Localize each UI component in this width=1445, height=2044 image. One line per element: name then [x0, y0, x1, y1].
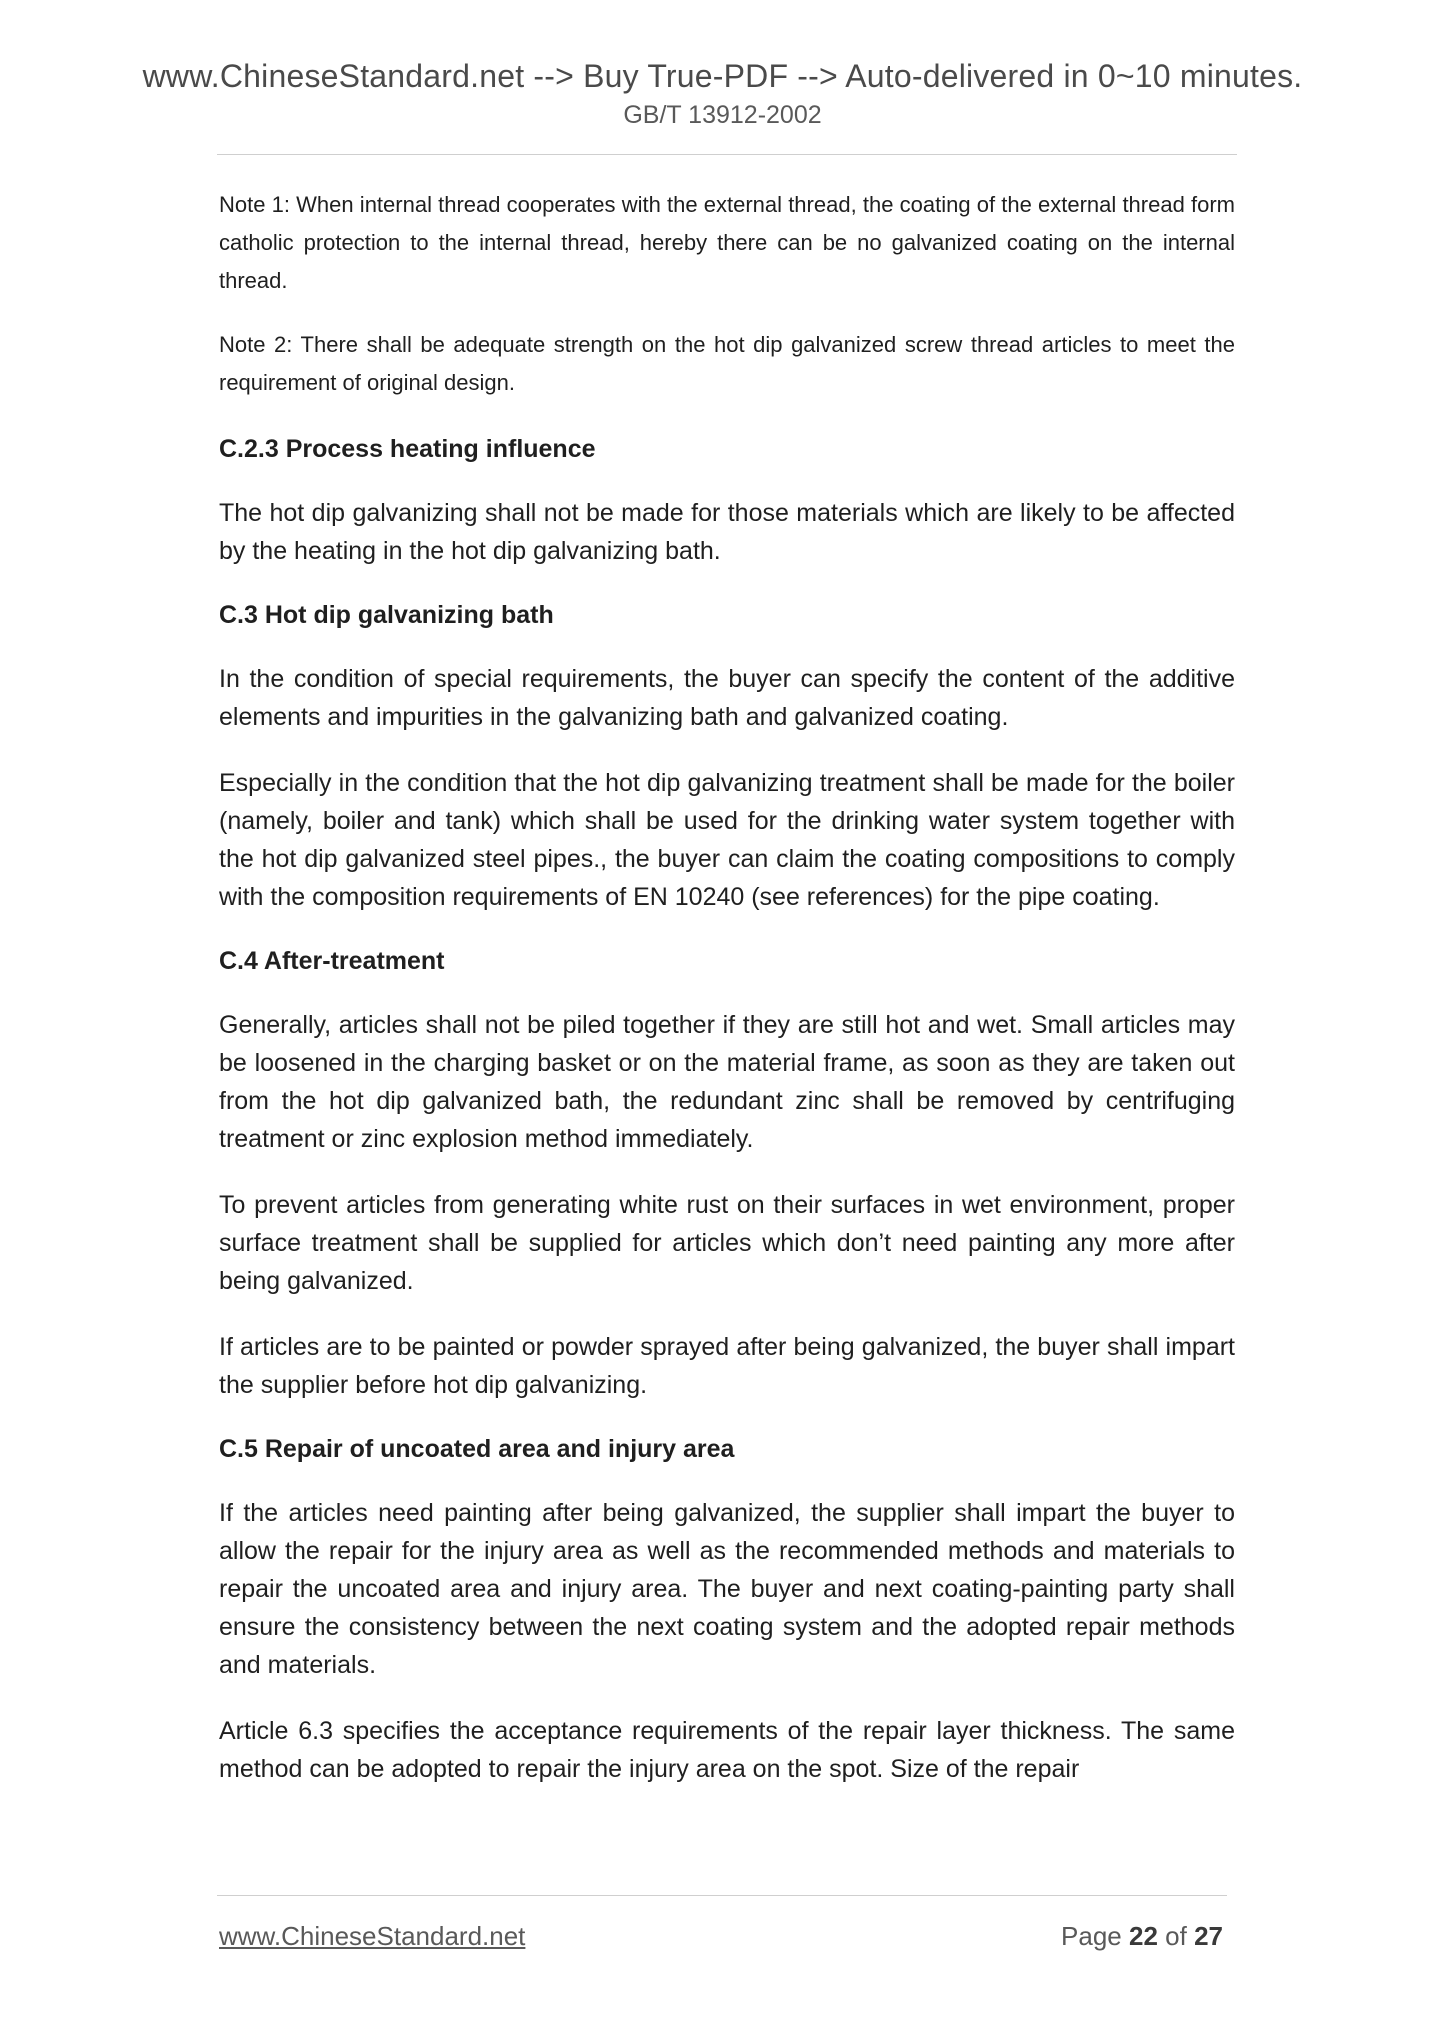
paragraph-c23-1: The hot dip galvanizing shall not be made for those materials which are likely to be affected by the heating in the hot dip galvanizing bath. [219, 499, 1235, 565]
note-2: Note 2: There shall be adequate strength on the hot dip galvanized screw thread articles to meet the requirement of original design. [219, 332, 1235, 395]
page-header [0, 56, 1445, 132]
page-of: of [1165, 1921, 1187, 1951]
page-footer [219, 1916, 1223, 1956]
page-body [219, 186, 1235, 1816]
heading-c4: C.4 After-treatment [219, 947, 445, 975]
paragraph-c4-3: If articles are to be painted or powder sprayed after being galvanized, the buyer shall impart the supplier before hot dip galvanizing. [219, 1333, 1235, 1399]
page-current: 22 [1129, 1921, 1158, 1951]
page-word: Page [1061, 1921, 1122, 1951]
page-number [1061, 1916, 1223, 1956]
paragraph-c3-2: Especially in the condition that the hot dip galvanizing treatment shall be made for the boiler (namely, boiler and tank) which shall be used for the drinking water system together with the hot dip galvanized steel pipes., the buyer can claim the coating compositions to comply with the composition requirements of EN 10240 (see references) for the pipe coating. [219, 769, 1235, 911]
heading-c23: C.2.3 Process heating influence [219, 435, 596, 463]
paragraph-c5-1: If the articles need painting after being galvanized, the supplier shall impart the buyer to allow the repair for the injury area as well as the recommended methods and materials to repair the uncoated area and injury area. The buyer and next coating-painting party shall ensure the consistency between the next coating system and the adopted repair methods and materials. [219, 1499, 1235, 1679]
footer-divider [217, 1895, 1227, 1896]
heading-c3: C.3 Hot dip galvanizing bath [219, 601, 554, 629]
paragraph-c4-2: To prevent articles from generating white rust on their surfaces in wet environment, proper surface treatment shall be supplied for articles which don’t need painting any more after being galvanized. [219, 1191, 1235, 1295]
paragraph-c3-1: In the condition of special requirements, the buyer can specify the content of the additive elements and impurities in the galvanizing bath and galvanized coating. [219, 665, 1235, 731]
heading-c5: C.5 Repair of uncoated area and injury area [219, 1435, 735, 1463]
paragraph-c5-2: Article 6.3 specifies the acceptance requirements of the repair layer thickness. The same method can be adopted to repair the injury area on the spot. Size of the repair [219, 1717, 1235, 1783]
paragraph-c4-1: Generally, articles shall not be piled together if they are still hot and wet. Small articles may be loosened in the charging basket or on the material frame, as soon as they are taken out from the hot dip galvanized bath, the redundant zinc shall be removed by centrifuging treatment or zinc explosion method immediately. [219, 1011, 1235, 1153]
page-total: 27 [1194, 1921, 1223, 1951]
header-banner[interactable]: www.ChineseStandard.net --> Buy True-PDF --> Auto-delivered in 0~10 minutes. [142, 58, 1303, 94]
footer-site-link[interactable]: www.ChineseStandard.net [219, 1921, 526, 1951]
note-1: Note 1: When internal thread cooperates with the external thread, the coating of the external thread form catholic protection to the internal thread, hereby there can be no galvanized coating on the internal thread. [219, 192, 1235, 293]
standard-code: GB/T 13912-2002 [623, 101, 822, 129]
header-divider [217, 154, 1237, 155]
